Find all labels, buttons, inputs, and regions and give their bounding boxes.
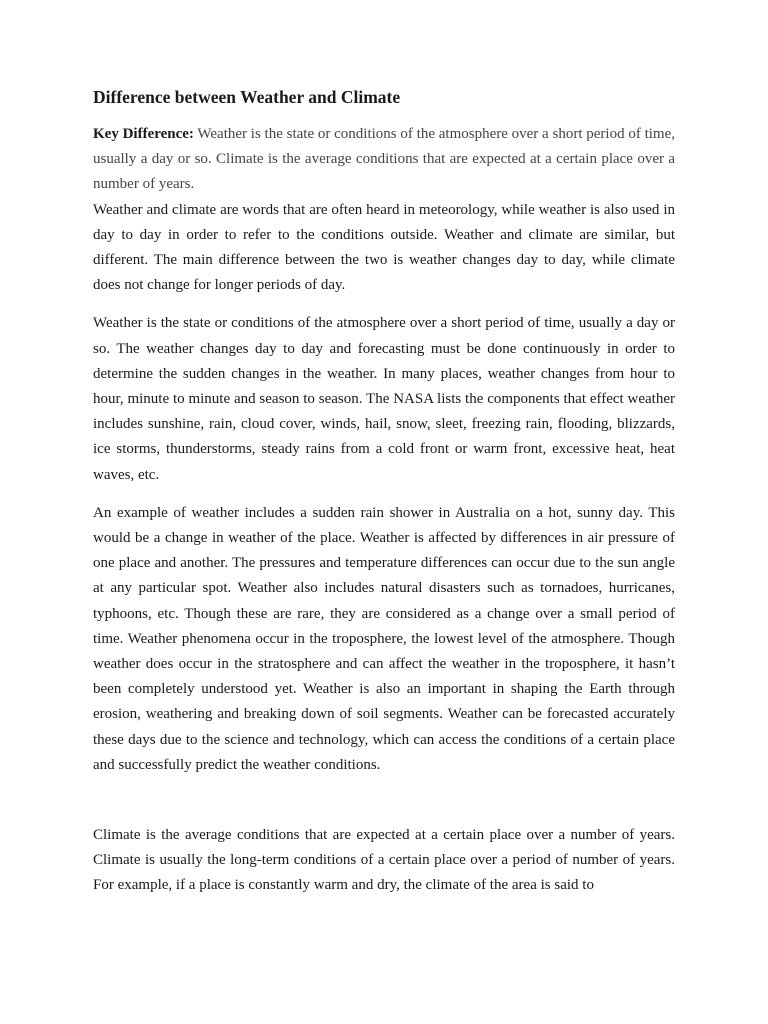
paragraph-climate-definition: Climate is the average conditions that are expected at a certain place over a number of years. Climate is usually the long-term conditions of a certain place over a period of number of years. For example, if a place is constantly warm and dry, the climate of the area is said to — [93, 827, 675, 894]
key-difference-paragraph — [93, 122, 675, 198]
paragraph-weather-example: An example of weather includes a sudden rain shower in Australia on a hot, sunny day. This would be a change in weather of the place. Weather is affected by differences in air pressure of one place and another. The pressures and temperature differences can occur due to the sun angle at any particular spot. Weather also includes natural disasters such as tornadoes, hurricanes, typhoons, etc. Though these are rare, they are considered as a change over a small period of time. Weather phenomena occur in the troposphere, the lowest level of the atmosphere. Though weather does occur in the stratosphere and can affect the weather in the troposphere, it hasn’t been completely understood yet. Weather is also an important in shaping the Earth through erosion, weathering and breaking down of soil segments. Weather can be forecasted accurately these days due to the science and technology, which can access the conditions of a certain place and successfully predict the weather conditions. — [93, 504, 675, 773]
paragraph-intro: Weather and climate are words that are often heard in meteorology, while weather is also used in day to day in order to refer to the conditions outside. Weather and climate are similar, but different. The main difference between the two is weather changes day to day, while climate does not change for longer periods of day. — [93, 201, 675, 294]
document-page — [93, 86, 675, 899]
document-title: Difference between Weather and Climate — [93, 87, 401, 107]
key-difference-label: Key Difference: — [93, 126, 194, 142]
key-difference-text: Weather is the state or conditions of the atmosphere over a short period of time, usually a day or so. Climate is the average conditions that are expected at a certain place over a number of years. — [93, 126, 675, 193]
paragraph-weather-definition: Weather is the state or conditions of the atmosphere over a short period of time, usually a day or so. The weather changes day to day and forecasting must be done continuously in order to determine the sudden changes in the weather. In many places, weather changes from hour to hour, minute to minute and season to season. The NASA lists the components that effect weather includes sunshine, rain, cloud cover, winds, hail, snow, sleet, freezing rain, flooding, blizzards, ice storms, thunderstorms, steady rains from a cold front or warm front, excessive heat, heat waves, etc. — [93, 315, 675, 483]
